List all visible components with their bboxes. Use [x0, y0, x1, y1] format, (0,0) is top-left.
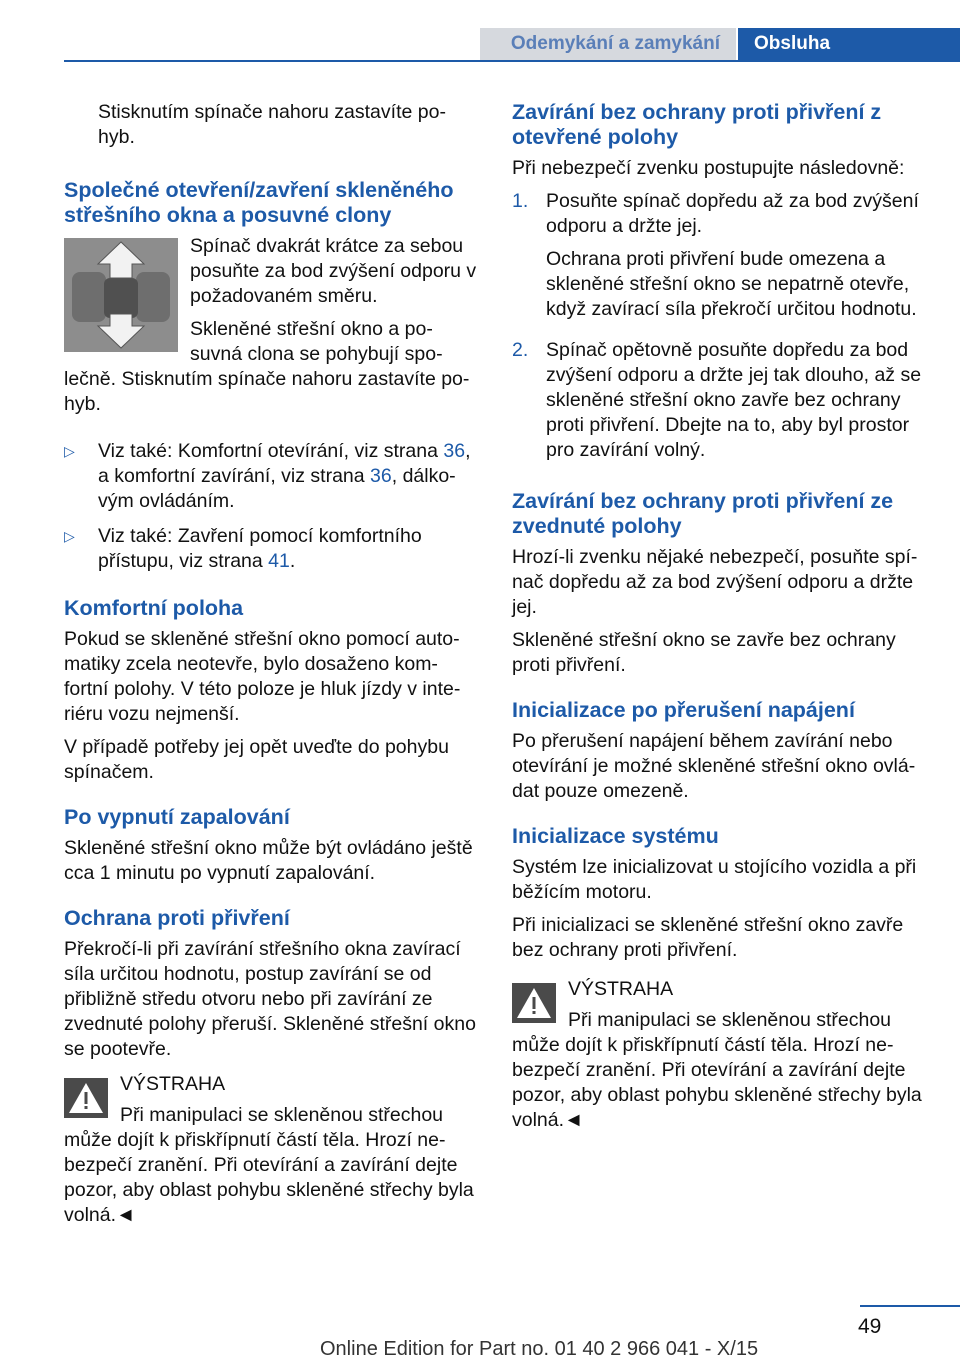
- ignition-paragraph: Skleněné střešní okno může být ovládáno ještě cca 1 minutu po vypnutí zapalování.: [64, 837, 473, 884]
- right-column: [512, 100, 930, 1141]
- heading-init-power: Inicializace po přerušení napájení: [512, 698, 855, 722]
- header-chapter-tab[interactable]: Obsluha: [738, 28, 960, 60]
- init-power-paragraph: Po přerušení napájení během zavírání nebo otevírání je možné skleněné střešní okno ovlá-dat pouze omezeně.: [512, 730, 916, 802]
- left-column: [64, 100, 482, 1236]
- footer-rule: [860, 1305, 960, 1307]
- header-section-tab[interactable]: Odemykání a zamykání: [480, 28, 736, 60]
- triangle-bullet-icon: ▷: [64, 443, 75, 459]
- raised-paragraph-1: Hrozí-li zvenku nějaké nebezpečí, posuňte spí-nač dopředu až za bod zvýšení odporu a držte jej.: [512, 546, 918, 618]
- warning-text: Při manipulaci se skleněnou střechou může dojít k přiskřípnutí částí těla. Hrozí ne-bezpečí zranění. Při otevírání a zavírání dejte pozor, aby oblast pohybu skleněné střechy byla volná.◄: [512, 1009, 922, 1131]
- triangle-bullet-icon: ▷: [64, 528, 75, 544]
- page-number: 49: [858, 1315, 882, 1338]
- switch-arrows-icon: [64, 238, 178, 352]
- heading-close-from-raised: Zavírání bez ochrany proti přivření ze zvednuté polohy: [512, 489, 894, 538]
- warning-text: Při manipulaci se skleněnou střechou může dojít k přiskřípnutí částí těla. Hrozí ne-bezpečí zranění. Při otevírání a zavírání dejte pozor, aby oblast pohybu skleněné střechy byla volná.◄: [64, 1104, 474, 1226]
- heading-init-system: Inicializace systému: [512, 824, 719, 848]
- warning-box: [512, 977, 930, 1133]
- warning-title: VÝSTRAHA: [568, 978, 674, 1000]
- step-number: 1.: [512, 190, 529, 212]
- page-link-36[interactable]: 36: [443, 440, 466, 462]
- footer-edition: Online Edition for Part no. 01 40 2 966 041 - X/15: [320, 1338, 759, 1360]
- list-item: [512, 189, 930, 330]
- page-link-41[interactable]: 41: [268, 550, 290, 572]
- raised-paragraph-2: Skleněné střešní okno se zavře bez ochrany proti přivření.: [512, 629, 896, 676]
- warning-box: [64, 1072, 482, 1228]
- page-link-36-b[interactable]: 36: [370, 465, 392, 487]
- warning-icon: [64, 1078, 108, 1118]
- step-2-text: Spínač opětovně posuňte dopředu za bod zvýšení odporu a držte jej tak dlouho, až se skleněné střešní okno zavře bez ochrany proti přivření. Dbejte na to, aby byl prostor pro zavírání volný.: [546, 339, 922, 461]
- comfort-paragraph-2: V případě potřeby jej opět uveďte do pohybu spínačem.: [64, 736, 449, 783]
- switch-illustration: [64, 238, 178, 352]
- warning-icon: [512, 983, 556, 1023]
- heading-pinch-protection: Ochrana proti přivření: [64, 906, 290, 930]
- step-1-note: Ochrana proti přivření bude omezena a skleněné střešní okno se nepatrně otevře, když zavírací síla překročí určitou hodnotu.: [546, 248, 917, 320]
- heading-joint-operation: Společné otevření/zavření skleněného střešního okna a posuvné clony: [64, 178, 454, 227]
- header-rule: [64, 60, 960, 62]
- init-system-paragraph-2: Při inicializaci se skleněné střešní okno zavře bez ochrany proti přivření.: [512, 914, 904, 961]
- step-1-text: Posuňte spínač dopředu až za bod zvýšení odporu a držte jej.: [546, 190, 919, 237]
- comfort-paragraph-1: Pokud se skleněné střešní okno pomocí auto-matiky zcela neotevře, bylo dosaženo kom-fortní polohy. V této poloze je hluk jízdy v inte-riéru vozu nejmenší.: [64, 628, 461, 725]
- list-item: [512, 338, 930, 471]
- init-system-paragraph-1: Systém lze inicializovat u stojícího vozidla a při běžícím motoru.: [512, 856, 917, 903]
- heading-close-from-open: Zavírání bez ochrany proti přivření z otevřené polohy: [512, 100, 882, 149]
- list-item: ▷ Viz také: Zavření pomocí komfortního přístupu, viz strana 41.: [64, 525, 422, 572]
- joint-paragraph-2: Skleněné střešní okno a po-suvná clona se pohybují spo-lečně. Stisknutím spínače nahoru zastavíte po-hyb.: [64, 318, 470, 415]
- pinch-paragraph: Překročí-li při zavírání střešního okna zavírací síla určitou hodnotu, postup zavírání se od přibližně středu otvoru nebo při zavírání ze zvednuté polohy přeruší. Skleněné střešní okno se pootevře.: [64, 938, 476, 1060]
- heading-comfort-position: Komfortní poloha: [64, 596, 244, 620]
- warning-title: VÝSTRAHA: [120, 1073, 226, 1095]
- list-item: ▷ Viz také: Komfortní otevírání, viz strana 36, a komfortní zavírání, viz strana 36, dálko-vým ovládáním.: [64, 440, 471, 512]
- heading-after-ignition: Po vypnutí zapalování: [64, 805, 290, 829]
- step-number: 2.: [512, 339, 529, 361]
- joint-paragraph-1: Spínač dvakrát krátce za sebou posuňte za bod zvýšení odporu v požadovaném směru.: [190, 235, 477, 307]
- open-intro: Při nebezpečí zvenku postupujte následovně:: [512, 157, 905, 179]
- intro-text: Stisknutím spínače nahoru zastavíte po-hyb.: [98, 101, 446, 148]
